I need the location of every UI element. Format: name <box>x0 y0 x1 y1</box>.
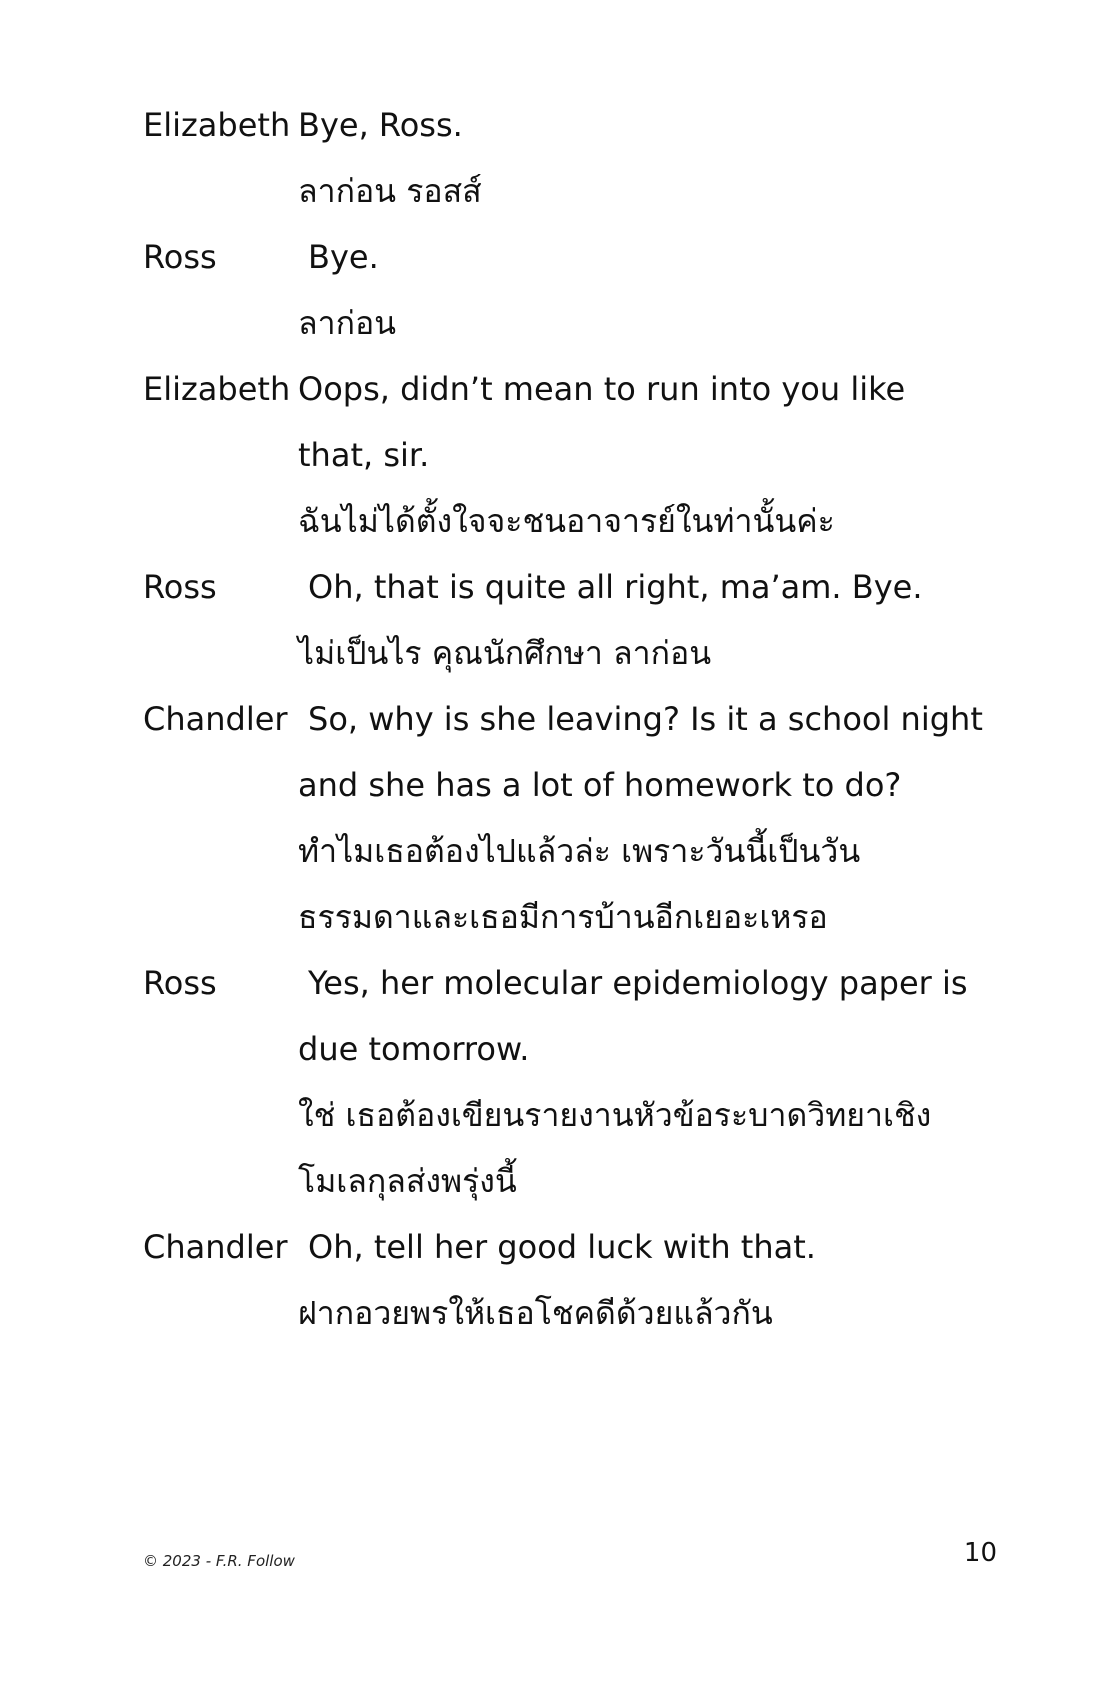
dialogue-text: due tomorrow. <box>298 1030 530 1068</box>
dialogue-text: and she has a lot of homework to do? <box>298 766 902 804</box>
dialogue-line <box>143 620 1023 686</box>
dialogue-line <box>143 290 1023 356</box>
dialogue-translation: ธรรมดาและเธอมีการบ้านอีกเยอะเหรอ <box>298 898 828 936</box>
dialogue-line <box>143 356 1023 422</box>
dialogue-line <box>143 1148 1023 1214</box>
speaker-name: Elizabeth <box>143 106 291 144</box>
dialogue-text: Bye. <box>308 238 379 276</box>
dialogue-text: Oops, didn’t mean to run into you like <box>298 370 906 408</box>
dialogue-line <box>143 92 1023 158</box>
dialogue-line <box>143 422 1023 488</box>
dialogue-line <box>143 884 1023 950</box>
dialogue-line <box>143 1016 1023 1082</box>
speaker-name: Chandler <box>143 1228 288 1266</box>
dialogue-text: So, why is she leaving? Is it a school night <box>308 700 983 738</box>
dialogue-line <box>143 686 1023 752</box>
dialogue-text: Yes, her molecular epidemiology paper is <box>308 964 968 1002</box>
speaker-name: Elizabeth <box>143 370 291 408</box>
speaker-name: Chandler <box>143 700 288 738</box>
dialogue-line <box>143 818 1023 884</box>
dialogue-translation: โมเลกุลส่งพรุ่งนี้ <box>298 1162 517 1200</box>
dialogue-line <box>143 158 1023 224</box>
dialogue-line <box>143 224 1023 290</box>
dialogue-line <box>143 950 1023 1016</box>
speaker-name: Ross <box>143 568 217 606</box>
speaker-name: Ross <box>143 238 217 276</box>
dialogue-line <box>143 752 1023 818</box>
dialogue-translation: ลาก่อน รอสส์ <box>298 172 482 210</box>
dialogue-text: Bye, Ross. <box>298 106 463 144</box>
dialogue-text: Oh, tell her good luck with that. <box>308 1228 816 1266</box>
dialogue-text: Oh, that is quite all right, ma’am. Bye. <box>308 568 923 606</box>
page-number: 10 <box>963 1538 997 1568</box>
speaker-name: Ross <box>143 964 217 1002</box>
dialogue-line <box>143 554 1023 620</box>
dialogue-line <box>143 1082 1023 1148</box>
dialogue-translation: ฉันไม่ได้ตั้งใจจะชนอาจารย์ในท่านั้นค่ะ <box>298 502 835 540</box>
dialogue-text: that, sir. <box>298 436 430 474</box>
script-dialogue <box>143 92 1023 1346</box>
dialogue-line <box>143 488 1023 554</box>
dialogue-translation: ใช่ เธอต้องเขียนรายงานหัวข้อระบาดวิทยาเชิง <box>298 1096 932 1134</box>
dialogue-translation: ไม่เป็นไร คุณนักศึกษา ลาก่อน <box>298 634 712 672</box>
dialogue-translation: ทำไมเธอต้องไปแล้วล่ะ เพราะวันนี้เป็นวัน <box>298 832 861 870</box>
dialogue-line <box>143 1214 1023 1280</box>
dialogue-translation: ฝากอวยพรให้เธอโชคดีด้วยแล้วกัน <box>298 1294 773 1332</box>
copyright-notice: © 2023 - F.R. Follow <box>143 1552 295 1570</box>
dialogue-line <box>143 1280 1023 1346</box>
dialogue-translation: ลาก่อน <box>298 304 397 342</box>
